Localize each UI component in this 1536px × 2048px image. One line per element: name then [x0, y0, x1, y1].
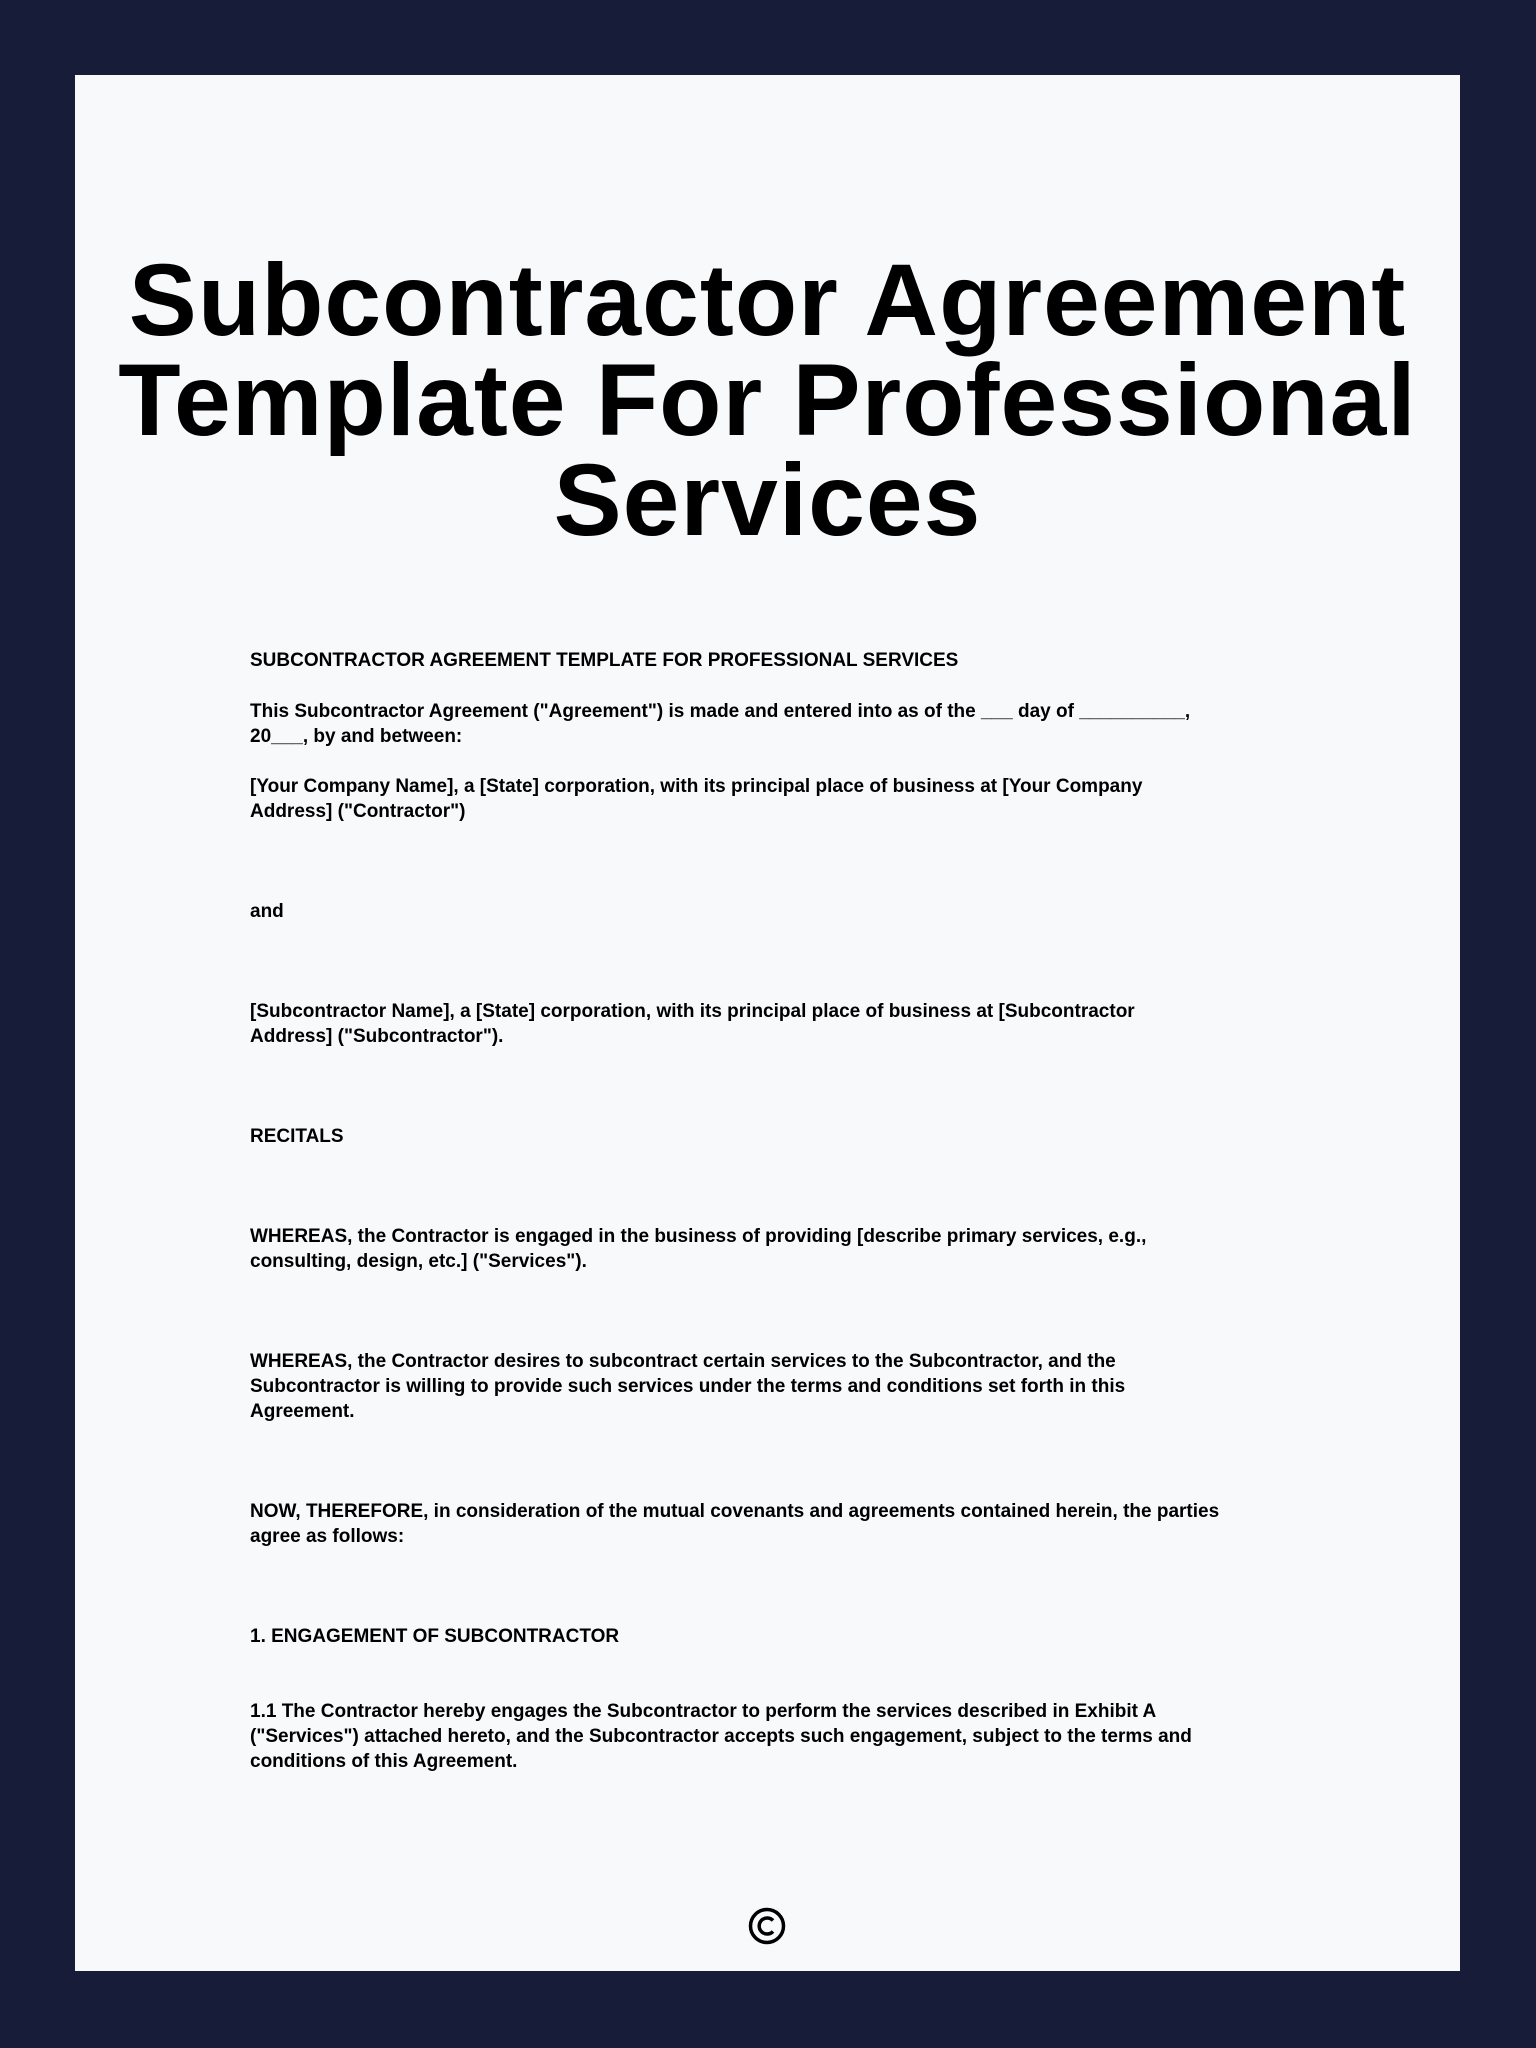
contractor-paragraph: [Your Company Name], a [State] corporation, with its principal place of business at [Your Company Address] ("Contractor") [250, 776, 1143, 822]
title-line: Services [553, 443, 982, 557]
title-line: Template For Professional [118, 343, 1417, 457]
section-1-heading: 1. ENGAGEMENT OF SUBCONTRACTOR [250, 1626, 620, 1647]
section-1-1-paragraph: 1.1 The Contractor hereby engages the Subcontractor to perform the services described in Exhibit A ("Services") attached hereto, and the Subcontractor accepts such engagement, subject to the terms and conditions of this Agreement. [250, 1701, 1192, 1772]
document-title [75, 243, 1460, 557]
recitals-heading: RECITALS [250, 1126, 344, 1147]
whereas-paragraph-2: WHEREAS, the Contractor desires to subcontract certain services to the Subcontractor, and the Subcontractor is willing to provide such services under the terms and conditions set forth in this Agreement. [250, 1351, 1126, 1422]
agreement-heading: SUBCONTRACTOR AGREEMENT TEMPLATE FOR PROFESSIONAL SERVICES [250, 650, 959, 671]
copyright-icon [747, 1906, 787, 1946]
title-line: Subcontractor Agreement [128, 243, 1407, 357]
whereas-paragraph-1: WHEREAS, the Contractor is engaged in the business of providing [describe primary services, e.g., consulting, design, etc.] ("Services"). [250, 1226, 1147, 1272]
subcontractor-paragraph: [Subcontractor Name], a [State] corporation, with its principal place of business at [Subcontractor Address] ("Subcontractor"). [250, 1001, 1135, 1047]
and-text: and [250, 901, 284, 922]
now-therefore-paragraph: NOW, THEREFORE, in consideration of the mutual covenants and agreements contained herein, the parties agree as follows: [250, 1501, 1220, 1547]
document-page [75, 75, 1460, 1971]
intro-paragraph: This Subcontractor Agreement ("Agreement") is made and entered into as of the ___ day of __________, 20___, by and between: [250, 701, 1191, 747]
